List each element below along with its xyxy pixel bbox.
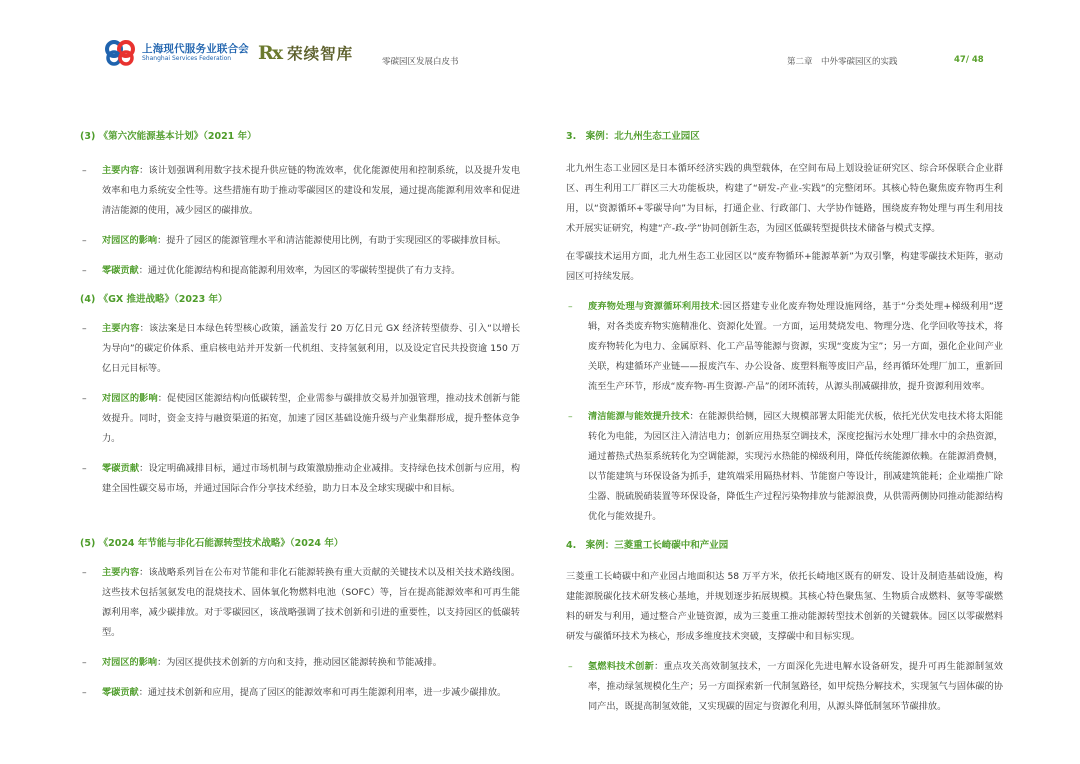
- item-text: ：该战略系列旨在公布对节能和非化石能源转换有重大贡献的关键技术以及相关技术路线图。这些技术包括氢氨发电的混烧技术、固体氧化物燃料电池（SOFC）等，旨在提高能源效率和可再生能源利用率，减少碳排放。对于零碳园区，该战略强调了技术创新和引进的重要性，以支持园区的低碳转型。: [102, 567, 521, 638]
- ssf-logo-cn: 上海现代服务业联合会: [142, 43, 249, 55]
- keyword: 对园区的影响: [102, 393, 158, 404]
- keyword: 主要内容: [102, 165, 140, 176]
- list-item: [566, 297, 1003, 397]
- right-column: [566, 130, 1003, 717]
- item-text: ：提升了园区的能源管理水平和清洁能源使用比例，有助于实现园区的零碳排放目标。: [157, 235, 507, 246]
- list-item: [80, 653, 520, 673]
- dash-icon: –: [82, 265, 87, 276]
- ssf-logo-icon: [104, 39, 138, 67]
- keyword: 对园区的影响: [102, 235, 158, 246]
- list-item: [80, 261, 520, 281]
- item-text: ：设定明确减排目标，通过市场机制与政策激励推动企业减排。支持绿色技术创新与应用，构建全国性碳交易市场，并通过国际合作分享技术经验，助力日本及全球实现碳中和目标。: [102, 463, 521, 494]
- list-item: [80, 319, 520, 379]
- dash-icon: –: [82, 393, 87, 404]
- document-title: 零碳园区发展白皮书: [382, 57, 459, 67]
- item-text: ：为园区提供技术创新的方向和支持，推动园区能源转换和节能减排。: [157, 657, 442, 668]
- item-text: ：通过优化能源结构和提高能源利用效率，为园区的零碳转型提供了有力支持。: [138, 265, 461, 276]
- dash-icon: –: [82, 463, 87, 474]
- rongxu-logo: [258, 40, 353, 66]
- item-text: :园区搭建专业化废弃物处理设施网络，基于“分类处理+梯级利用”逻辑，对各类废弃物实施精准化、资源化处置。一方面，运用焚烧发电、物理分选、化学回收等技术，将废弃物转化为电力、金属原料、化工产品等能源与资源，实现“变废为宝”；另一方面，强化企业间产业关联，构建循环产业链——报废汽车、办公设备、废塑料瓶等废旧产品，经再循环处理厂加工，重新回流至生产环节，形成“废弃物-再生资源-产品”的闭环流转，从源头削减碳排放，提升资源利用效率。: [588, 301, 1004, 392]
- section-title: 3. 案例：北九州生态工业园区: [566, 131, 700, 142]
- dash-icon: –: [82, 235, 87, 246]
- list-item: [566, 407, 1003, 527]
- list-item: [80, 683, 520, 703]
- item-text: ：通过技术创新和应用，提高了园区的能源效率和可再生能源利用率，进一步减少碳排放。: [138, 687, 507, 698]
- left-column: [80, 130, 520, 703]
- list-item: [80, 389, 520, 449]
- dash-icon: –: [568, 411, 573, 422]
- chapter-title: 第二章 中外零碳园区的实践: [787, 57, 898, 67]
- item-text: ：重点攻关高效制氢技术，一方面深化先进电解水设备研发，提升可再生能源制氢效率，推动绿氢规模化生产；另一方面探索新一代制氢路径，如甲烷热分解技术，实现氢气与固体碳的协同产出，既提高制氢效能，又实现碳的固定与资源化利用，从源头降低制氢环节碳排放。: [588, 661, 1003, 712]
- dash-icon: –: [82, 657, 87, 668]
- keyword: 清洁能源与能效提升技术: [588, 411, 690, 422]
- rongxu-logo-icon: Rx: [258, 42, 282, 64]
- keyword: 对园区的影响: [102, 657, 158, 668]
- dash-icon: –: [82, 567, 87, 578]
- list-item: [80, 459, 520, 499]
- section-title: (3) 《第六次能源基本计划》（2021 年）: [80, 131, 257, 142]
- keyword: 零碳贡献: [102, 687, 139, 698]
- keyword: 主要内容: [102, 567, 140, 578]
- keyword: 氢燃料技术创新: [588, 661, 655, 672]
- dash-icon: –: [568, 661, 573, 672]
- item-text: ：该法案是日本绿色转型核心政策，涵盖发行 20 万亿日元 GX 经济转型债券、引入“以增长为导向”的碳定价体系、重启核电站并开发新一代机组、支持氢氨利用，以及设定官民共投资逾 150 万亿日元目标等。: [102, 323, 521, 374]
- dash-icon: –: [82, 687, 87, 698]
- paragraph: 三菱重工长崎碳中和产业园占地面积达 58 万平方米，依托长崎地区既有的研发、设计及制造基础设施，构建能源脱碳化技术研发核心基地，并规划逐步拓展规模。其核心特色聚焦氢、生物质合成燃料、氨等零碳燃料的研发与利用，通过整合产业链资源，成为三菱重工推动能源转型技术创新的关键载体。园区以零碳燃料研发与碳循环技术为核心，形成多维度技术突破，支撑碳中和目标实现。: [566, 571, 1003, 642]
- rongxu-logo-text: 荣续智库: [287, 45, 354, 63]
- keyword: 废弃物处理与资源循环利用技术: [588, 301, 720, 312]
- section-title: (4) 《GX 推进战略》（2023 年）: [80, 294, 228, 305]
- list-item: [566, 657, 1003, 717]
- list-item: [80, 563, 520, 643]
- ssf-logo: [104, 38, 254, 68]
- item-text: ：在能源供给侧，园区大规模部署太阳能光伏板，依托光伏发电技术将太阳能转化为电能，为园区注入清洁电力；创新应用热泵空调技术，深度挖掘污水处理厂排水中的余热资源，通过蓄热式热泵系统转化为空调能源，实现污水热能的梯级利用，降低传统能源依赖。在能源消费侧，以节能建筑与环保设备为抓手，建筑端采用隔热材料、节能窗户等设计，削减建筑能耗；企业端推广除尘器、脱硫脱硝装置等环保设备，降低生产过程污染物排放与能源浪费，从供需两侧协同推动能源结构优化与能效提升。: [588, 411, 1003, 522]
- section-title: 4. 案例：三菱重工长崎碳中和产业园: [566, 540, 729, 551]
- item-text: ：该计划强调利用数字技术提升供应链的物流效率，优化能源使用和控制系统，以及提升发电效率和电力系统安全性等。这些措施有助于推动零碳园区的建设和发展，通过提高能源利用效率和促进清洁能源的使用，减少园区的碳排放。: [102, 165, 521, 216]
- section-title: (5) 《2024 年节能与非化石能源转型技术战略》（2024 年）: [80, 538, 344, 549]
- ssf-logo-en: Shanghai Services Federation: [142, 55, 232, 62]
- dash-icon: –: [82, 165, 87, 176]
- dash-icon: –: [568, 301, 573, 312]
- list-item: [80, 231, 520, 251]
- item-text: ：促使园区能源结构向低碳转型，企业需参与碳排放交易并加强管理，推动技术创新与能效提升。同时，资金支持与融资渠道的拓宽，加速了园区基础设施升级与产业集群形成，提升整体竞争力。: [102, 393, 521, 444]
- keyword: 零碳贡献: [102, 265, 139, 276]
- list-item: [80, 161, 520, 221]
- page-header: [0, 0, 1080, 80]
- page-number: 47/ 48: [954, 55, 984, 65]
- paragraph: 在零碳技术运用方面，北九州生态工业园区以“废弃物循环+能源革新”为双引擎，构建零碳技术矩阵，驱动园区可持续发展。: [566, 251, 1003, 282]
- keyword: 主要内容: [102, 323, 140, 334]
- dash-icon: –: [82, 323, 87, 334]
- paragraph: 北九州生态工业园区是日本循环经济实践的典型载体，在空间布局上划设验证研究区、综合环保联合企业群区、再生利用工厂群区三大功能板块，构建了“研发-产业-实践”的完整闭环。其核心特色聚焦废弃物再生利用，以“资源循环+零碳导向”为目标，打通企业、行政部门、大学协作链路，围绕废弃物处理与再生利用技术开展实证研究，构建“产-政-学”协同创新生态，为园区低碳转型提供技术储备与模式支撑。: [566, 163, 1003, 234]
- keyword: 零碳贡献: [102, 463, 140, 474]
